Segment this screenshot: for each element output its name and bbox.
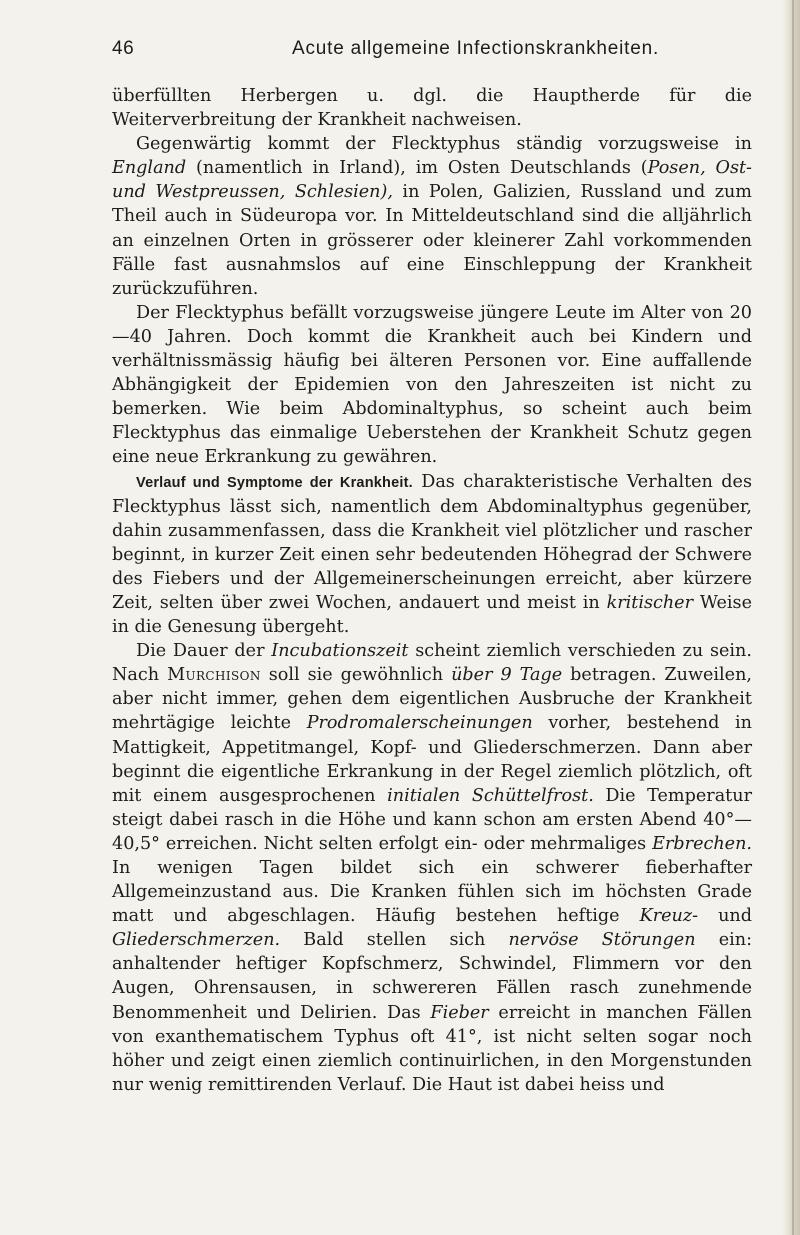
emphasis-gliederschmerzen: Gliederschmerzen. [112,930,281,951]
paragraph-4-text: Weise in die Genesung übergeht. [112,592,752,638]
page-number: 46 [112,38,135,59]
paragraph-3 [112,301,752,470]
paragraph-5-text: In wenigen Tagen bildet sich ein schwerer fieberhafter Allgemeinzustand aus. Die Kranken fühlen sich im höchsten Grade matt und abgeschlagen. Häufig bestehen heftige [112,858,752,927]
paragraph-5-text: erreicht in manchen Fällen von exanthematischem Typhus oft 41°, ist nicht selten sogar noch höher und zeigt einen ziemlich continuirlichen, in den Morgenstunden nur wenig remittirenden Verlauf. Die Haut ist dabei heiss und [112,1002,752,1095]
running-title: Acute allgemeine Infectionskrankheiten. [292,38,660,59]
paragraph-4-text: Das charakteristische Verhalten des Flecktyphus lässt sich, namentlich dem Abdominaltyphus gegenüber, dahin zusammenfassen, dass die Krankheit viel plötzlicher und rascher beginnt, in kurzer Zeit einen sehr bedeutenden Höhegrad der Schwere des Fiebers und der Allgemeinerscheinungen erreicht, aber kürzere Zeit, selten über zwei Wochen, andauert und meist in [112,471,752,613]
section-heading: Verlauf und Symptome der Krankheit. [136,474,413,491]
paragraph-2-text: (namentlich in Irland), im Osten Deutschlands ( [186,158,648,179]
paragraph-1 [112,84,752,132]
emphasis-england: England [112,158,187,179]
page-edge-shadow [782,0,800,1235]
emphasis-regions: Posen, Ost- und Westpreussen, Schlesien), [112,158,752,203]
page-edge-line [792,0,794,1235]
emphasis-prodromalerscheinungen: Prodromalerscheinungen [306,713,533,734]
emphasis-fieber: Fieber [430,1002,489,1023]
paragraph-5-text: Die Dauer der [136,641,272,662]
emphasis-incubationszeit: Incubationszeit [271,641,409,662]
paragraph-5-text: ein: anhaltender heftiger Kopfschmerz, Schwindel, Flimmern vor den Augen, Ohrensausen, in schwereren Fällen rasch zunehmende Benommenheit und Delirien. Das [112,930,753,1023]
paragraph-5-text: scheint ziemlich verschieden zu sein. Nach [112,641,752,686]
paragraph-5 [112,639,752,1097]
author-name-murchison: Murchison [167,665,261,686]
body-text [112,84,752,1097]
emphasis-kreuz: Kreuz- [639,906,699,927]
page-header [112,38,752,66]
paragraph-5-text: Bald stellen sich [280,930,509,951]
paragraph-2-text: in Polen, Galizien, Russland und zum Theil auch in Südeuropa vor. In Mitteldeutschland sind die alljährlich an einzelnen Orten in grösserer oder kleinerer Zahl vorkommenden Fälle fast ausnahmslos auf eine Einschleppung der Krankheit zurückzuführen. [112,182,752,299]
paragraph-3-text: Der Flecktyphus befällt vorzugsweise jüngere Leute im Alter von 20—40 Jahren. Doch kommt die Krankheit auch bei Kindern und verhältnissmässig häufig bei älteren Personen vor. Eine auffallende Abhängigkeit der Epidemien von den Jahreszeiten ist nicht zu bemerken. Wie beim Abdominaltyphus, so scheint auch beim Flecktyphus das einmalige Ueberstehen der Krankheit Schutz gegen eine neue Erkrankung zu gewähren. [112,302,752,468]
paragraph-5-text: Die Temperatur steigt dabei rasch in die Höhe und kann schon am ersten Abend 40°—40,5° erreichen. Nicht selten erfolgt ein- oder mehrmaliges [112,785,752,854]
paragraph-4 [112,470,752,640]
paragraph-5-text: soll sie gewöhnlich [260,665,452,686]
emphasis-ueber-9-tage: über 9 Tage [451,665,563,686]
paragraph-5-text: betragen. Zuweilen, aber nicht immer, gehen dem eigentlichen Ausbruche der Krankheit mehrtägige leichte [112,665,753,734]
paragraph-2-text: Gegenwärtig kommt der Flecktyphus ständig vorzugsweise in [136,134,752,155]
emphasis-schuettelfrost: initialen Schüttelfrost. [387,785,594,806]
paragraph-1-text: überfüllten Herbergen u. dgl. die Hauptherde für die Weiterverbreitung der Krankheit nachweisen. [112,86,752,131]
emphasis-erbrechen: Erbrechen. [652,833,752,854]
paragraph-2 [112,132,752,301]
emphasis-nervoese-stoerungen: nervöse Störungen [508,930,696,951]
paragraph-5-text: vorher, bestehend in Mattigkeit, Appetitmangel, Kopf- und Gliederschmerzen. Dann aber beginnt die eigentliche Erkrankung in der Regel ziemlich plötzlich, oft mit einem ausgesprochenen [112,713,752,806]
paragraph-5-text: und [698,906,752,927]
emphasis-kritischer: kritischer [606,592,694,613]
